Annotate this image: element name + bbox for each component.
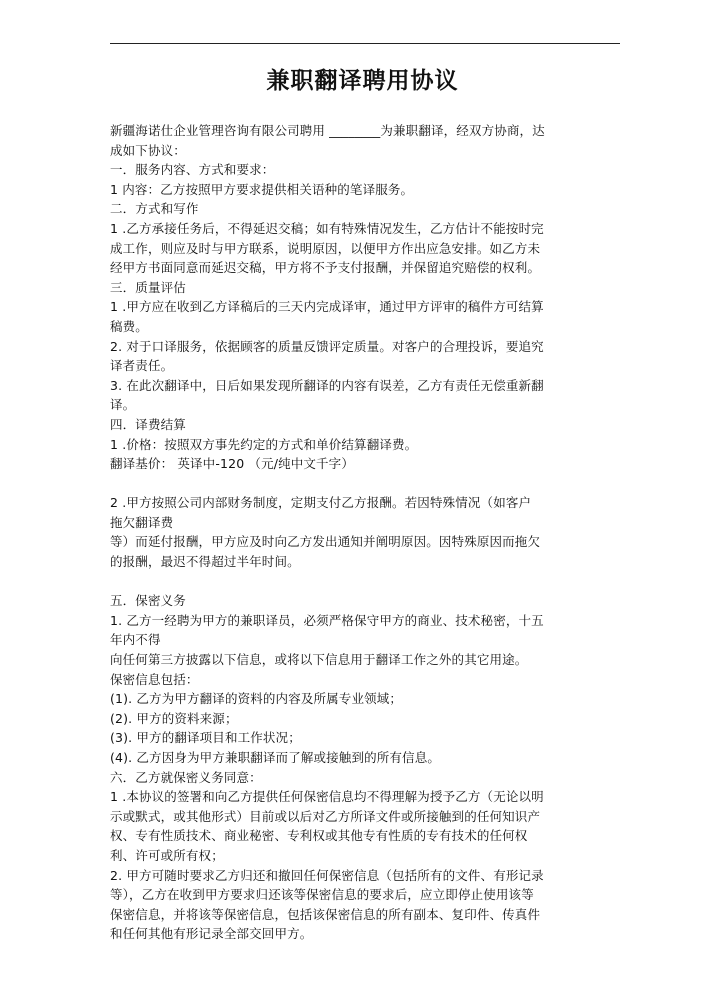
text-line: 等），乙方在收到甲方要求归还该等保密信息的要求后，应立即停止使用该等 xyxy=(110,887,534,903)
text-line: 1 内容：乙方按照甲方要求提供相关语种的笔译服务。 xyxy=(110,181,414,197)
text-line: 保密信息包括： xyxy=(110,671,199,687)
blank-line xyxy=(110,572,620,592)
text-line: 1 .甲方应在收到乙方译稿后的三天内完成译审，通过甲方评审的稿件方可结算 xyxy=(110,299,544,315)
blank-line xyxy=(110,474,620,494)
text-line: 1 .本协议的签署和向乙方提供任何保密信息均不得理解为授予乙方（无论以明 xyxy=(110,789,544,805)
text-line: (2). 甲方的资料来源； xyxy=(110,710,238,726)
text-line: 译。 xyxy=(110,397,136,413)
text-line: (4). 乙方因身为甲方兼职翻译而了解或接触到的所有信息。 xyxy=(110,750,441,765)
text-line: 1 .乙方承接任务后，不得延迟交稿；如有特殊情况发生，乙方估计不能按时完 xyxy=(110,220,544,236)
text-line: 2. 甲方可随时要求乙方归还和撤回任何保密信息（包括所有的文件、有形记录 xyxy=(110,867,544,883)
text-line: 等）而延付报酬，甲方应及时向乙方发出通知并阐明原因。因特殊原因而拖欠 xyxy=(110,534,541,550)
text-line: 拖欠翻译费 xyxy=(110,514,174,530)
text-line: 稿费。 xyxy=(110,318,148,334)
text-line: 向任何第三方披露以下信息，或将以下信息用于翻译工作之外的其它用途。 xyxy=(110,652,528,668)
text-line: 一．服务内容、方式和要求： xyxy=(110,162,275,178)
text-line: 年内不得 xyxy=(110,632,161,648)
text-line: 二．方式和写作 xyxy=(110,201,199,217)
text-line: 示或默式，或其他形式）目前或以后对乙方所译文件或所接触到的任何知识产 xyxy=(110,808,541,824)
text-line: 和任何其他有形记录全部交回甲方。 xyxy=(110,926,313,942)
text-line: 译者责任。 xyxy=(110,358,174,374)
text-line: 六．乙方就保密义务同意： xyxy=(110,769,262,785)
document-title: 兼职翻译聘用协议 xyxy=(266,67,459,94)
text-line: 四．译费结算 xyxy=(110,416,186,432)
text-line: 翻译基价： 英译中-120 （元/纯中文千字） xyxy=(110,456,354,472)
text-line: 三．质量评估 xyxy=(110,279,186,295)
text-line: 五．保密义务 xyxy=(110,593,186,609)
text-line: 1. 乙方一经聘为甲方的兼职译员，必须严格保守甲方的商业、技术秘密，十五 xyxy=(110,612,544,628)
text-line: 新疆海诺仕企业管理咨询有限公司聘用 ________为兼职翻译，经双方协商，达 xyxy=(110,123,545,138)
text-line: 的报酬，最迟不得超过半年时间。 xyxy=(110,554,300,570)
header-rule xyxy=(110,43,620,44)
text-line: 成工作，则应及时与甲方联系，说明原因，以便甲方作出应急安排。如乙方未 xyxy=(110,240,541,256)
text-line: 2. 对于口译服务，依据顾客的质量反馈评定质量。对客户的合理投诉，要追究 xyxy=(110,338,544,354)
text-line: 权、专有性质技术、商业秘密、专利权或其他专有性质的专有技术的任何权 xyxy=(110,828,528,844)
text-line: 经甲方书面同意而延迟交稿，甲方将不予支付报酬，并保留追究赔偿的权利。 xyxy=(110,260,541,276)
text-line: (3). 甲方的翻译项目和工作状况； xyxy=(110,730,301,746)
text-line: 1 .价格：按照双方事先约定的方式和单价结算翻译费。 xyxy=(110,436,418,452)
text-line: 保密信息，并将该等保密信息，包括该保密信息的所有副本、复印件、传真件 xyxy=(110,906,541,922)
document-body xyxy=(110,121,620,944)
text-line: 3. 在此次翻译中，日后如果发现所翻译的内容有误差，乙方有责任无偿重新翻 xyxy=(110,377,544,393)
text-line: (1). 乙方为甲方翻译的资料的内容及所属专业领域； xyxy=(110,691,403,707)
text-line: 2 .甲方按照公司内部财务制度，定期支付乙方报酬。若因特殊情况（如客户 xyxy=(110,495,532,511)
text-line: 利、许可或所有权； xyxy=(110,847,224,863)
text-line: 成如下协议： xyxy=(110,142,186,158)
